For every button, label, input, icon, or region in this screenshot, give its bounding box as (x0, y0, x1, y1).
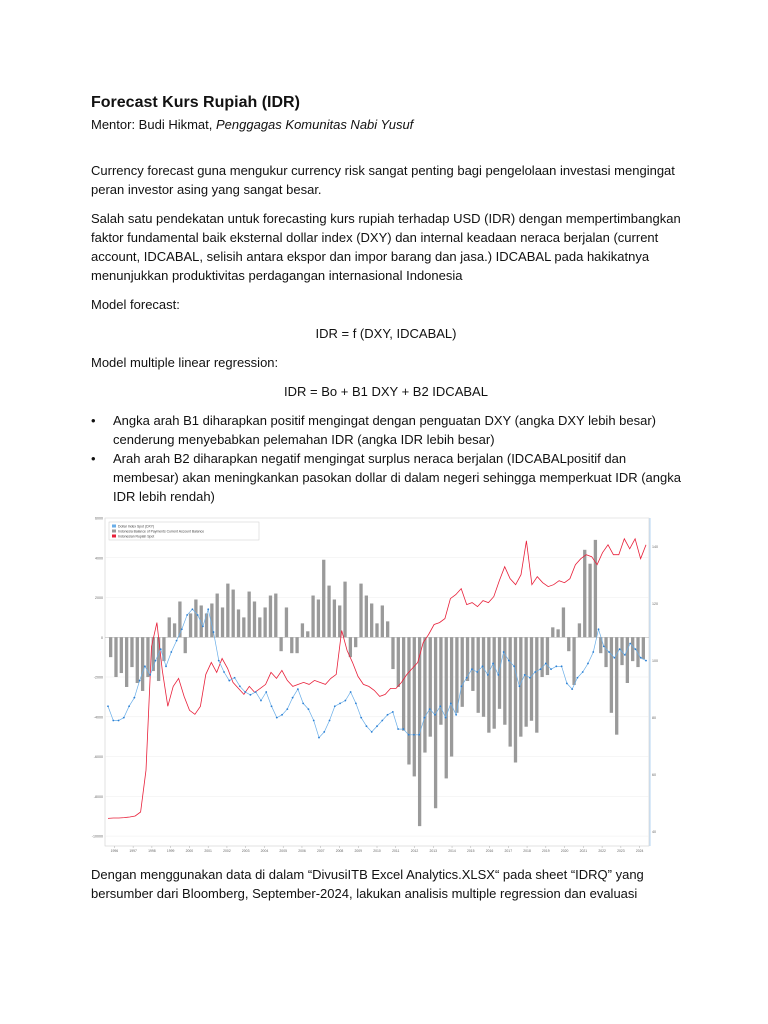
dxy-point (392, 711, 394, 713)
x-tick-label: 2019 (542, 849, 550, 853)
x-tick-label: 2008 (335, 849, 344, 853)
dxy-point (133, 697, 135, 699)
x-tick-label: 2001 (204, 849, 212, 853)
bar (269, 596, 272, 638)
dxy-point (413, 734, 415, 736)
right-tick-label: 100 (652, 659, 658, 664)
dxy-point (460, 685, 462, 687)
x-tick-label: 2002 (223, 849, 231, 853)
bar (237, 609, 240, 637)
bar (535, 637, 538, 732)
dxy-point (408, 734, 410, 736)
dxy-point (202, 625, 204, 627)
dxy-point (445, 717, 447, 719)
bar (253, 601, 256, 637)
bar (322, 560, 325, 638)
bar (642, 637, 645, 659)
dxy-point (497, 674, 499, 676)
paragraph-model-forecast: Model forecast: (91, 297, 180, 312)
right-tick-label: 60 (652, 773, 656, 778)
dxy-point (645, 660, 647, 662)
dxy-point (265, 691, 267, 693)
bar (194, 600, 197, 638)
bar (125, 637, 128, 687)
bar (562, 607, 565, 637)
bar (136, 637, 139, 683)
dxy-point (387, 714, 389, 716)
dxy-point (255, 691, 257, 693)
dxy-point (197, 614, 199, 616)
bar (626, 637, 629, 683)
bar (509, 637, 512, 746)
dxy-point (624, 654, 626, 656)
dxy-point (244, 691, 246, 693)
x-tick-label: 2020 (560, 849, 569, 853)
bar (226, 584, 229, 638)
bar (258, 617, 261, 637)
dxy-point (165, 665, 167, 667)
left-tick-label: -2000 (93, 675, 103, 680)
dxy-point (598, 628, 600, 630)
dxy-point (239, 685, 241, 687)
dxy-point (635, 648, 637, 650)
dxy-point (582, 671, 584, 673)
dxy-point (429, 708, 431, 710)
dxy-point (218, 660, 220, 662)
dxy-point (566, 683, 568, 685)
document-body (91, 94, 681, 506)
x-tick-label: 2015 (467, 849, 475, 853)
bar (503, 637, 506, 724)
bar (263, 607, 266, 637)
dxy-point (155, 660, 157, 662)
x-tick-label: 1998 (148, 849, 156, 853)
dxy-point (176, 640, 178, 642)
bar (551, 627, 554, 637)
dxy-point (545, 663, 547, 665)
dxy-point (513, 665, 515, 667)
bar (248, 592, 251, 638)
dxy-point (271, 705, 273, 707)
bar (477, 637, 480, 713)
dxy-point (629, 643, 631, 645)
mentor-name: Mentor: Budi Hikmat, (91, 117, 216, 132)
dxy-point (577, 677, 579, 679)
bar (583, 550, 586, 637)
bar (578, 623, 581, 637)
dxy-point (571, 688, 573, 690)
dxy-point (149, 674, 151, 676)
bar (295, 637, 298, 653)
x-tick-label: 2010 (373, 849, 381, 853)
dxy-point (508, 660, 510, 662)
left-tick-label: 0 (101, 635, 103, 640)
equation-forecast: IDR = f (DXY, IDCABAL) (315, 326, 457, 341)
bar (311, 596, 314, 638)
paragraph-approach: Salah satu pendekatan untuk forecasting kurs rupiah terhadap USD (IDR) dengan mempertimbangkan faktor fundamental baik eksternal dollar index (DXY) dan internal keadaan neraca berjalan (current account, IDCABAL, selisih antara ekspor dan impor barang dan jasa.) IDCABAL pada hakikatnya menunjukkan produktivitas perdagangan internasional Indonesia (91, 211, 681, 283)
bar (205, 613, 208, 637)
bar (120, 637, 123, 673)
bar (540, 637, 543, 677)
dxy-point (302, 702, 304, 704)
legend-swatch (112, 535, 116, 538)
bar (370, 603, 373, 637)
bar (189, 613, 192, 637)
dxy-point (540, 668, 542, 670)
x-tick-label: 2003 (241, 849, 250, 853)
bar (232, 590, 235, 638)
bar (487, 637, 490, 732)
bar (610, 637, 613, 713)
x-tick-label: 2011 (392, 849, 400, 853)
bar (407, 637, 410, 764)
x-tick-label: 2016 (485, 849, 494, 853)
dxy-point (381, 720, 383, 722)
dxy-point (397, 728, 399, 730)
dxy-point (450, 702, 452, 704)
bar (567, 637, 570, 651)
bar (285, 607, 288, 637)
dxy-point (360, 717, 362, 719)
dxy-point (608, 651, 610, 653)
dxy-point (323, 731, 325, 733)
dxy-point (592, 651, 594, 653)
bar (498, 637, 501, 709)
bar (604, 637, 607, 667)
left-tick-label: -8000 (93, 794, 103, 799)
paragraph-data-source: Dengan menggunakan data di dalam “DivusiITB Excel Analytics.XLSX“ pada sheet “IDRQ” yang bersumber dari Bloomberg, September-2024, lakukan analisis multiple regression dan evaluasi (91, 867, 644, 901)
mentor-role: Penggagas Komunitas Nabi Yusuf (216, 117, 414, 132)
dxy-point (534, 671, 536, 673)
x-tick-label: 2009 (354, 849, 363, 853)
x-tick-label: 2021 (579, 849, 588, 853)
bar (349, 637, 352, 657)
dxy-point (487, 674, 489, 676)
left-tick-label: -4000 (93, 715, 103, 720)
equation-regression: IDR = Bo + B1 DXY + B2 IDCABAL (284, 384, 488, 399)
x-tick-label: 2006 (298, 849, 306, 853)
paragraph-regression: Model multiple linear regression: (91, 355, 279, 370)
x-tick-label: 2013 (429, 849, 438, 853)
x-tick-label: 2000 (185, 849, 194, 853)
dxy-point (344, 700, 346, 702)
bar (327, 586, 330, 638)
dxy-point (524, 674, 526, 676)
bar (423, 637, 426, 752)
plot-area (105, 518, 649, 846)
dxy-point (519, 685, 521, 687)
bar (365, 596, 368, 638)
bar (279, 637, 282, 651)
left-tick-label: -10000 (91, 834, 103, 839)
dxy-point (186, 614, 188, 616)
x-tick-label: 2018 (523, 849, 531, 853)
legend-swatch (112, 530, 116, 533)
dxy-point (260, 700, 262, 702)
left-tick-label: 4000 (95, 556, 103, 561)
x-tick-label: 1996 (110, 849, 119, 853)
bar (620, 637, 623, 665)
bar (636, 637, 639, 667)
dxy-point (223, 671, 225, 673)
bullet-item-b1: • Angka arah B1 diharapkan positif mengingat dengan penguatan DXY (angka DXY lebih besar) cenderung menyebabkan pelemahan IDR (angka IDR lebih besar) (91, 411, 681, 449)
bar (631, 637, 634, 661)
dxy-point (123, 717, 125, 719)
dxy-point (503, 651, 505, 653)
x-tick-label: 2023 (617, 849, 625, 853)
dxy-point (170, 651, 172, 653)
dxy-point (292, 697, 294, 699)
bullet-list (91, 411, 681, 506)
bar (290, 637, 293, 653)
bar (168, 617, 171, 637)
x-tick-label: 2004 (260, 849, 269, 853)
bar (375, 623, 378, 637)
dxy-point (613, 657, 615, 659)
dxy-point (561, 665, 563, 667)
bar (184, 637, 187, 653)
bar (514, 637, 517, 762)
dxy-point (112, 720, 114, 722)
dxy-point (308, 708, 310, 710)
dxy-point (107, 705, 109, 707)
right-tick-label: 80 (652, 716, 656, 721)
dxy-point (318, 737, 320, 739)
dxy-point (160, 648, 162, 650)
x-tick-label: 2007 (316, 849, 325, 853)
bar (450, 637, 453, 756)
dxy-point (339, 702, 341, 704)
chart-svg (91, 512, 681, 860)
dxy-point (418, 734, 420, 736)
dxy-point (555, 665, 557, 667)
bar (109, 637, 112, 657)
legend-entry: Indonesia Balance of Payments Current Account Balance (118, 529, 205, 534)
dxy-point (424, 717, 426, 719)
dxy-point (276, 717, 278, 719)
dxy-point (482, 665, 484, 667)
right-tick-label: 40 (652, 830, 656, 835)
dxy-point (313, 720, 315, 722)
bar (301, 623, 304, 637)
dxy-point (603, 645, 605, 647)
bar (471, 637, 474, 691)
dxy-point (587, 663, 589, 665)
bar (381, 605, 384, 637)
dxy-point (350, 691, 352, 693)
dxy-point (402, 728, 404, 730)
dxy-point (550, 668, 552, 670)
dxy-point (334, 705, 336, 707)
bar (493, 637, 496, 728)
x-tick-label: 2014 (448, 849, 456, 853)
dxy-point (329, 720, 331, 722)
bar (439, 637, 442, 724)
mentor-line (91, 115, 681, 134)
dxy-point (181, 628, 183, 630)
dxy-point (619, 648, 621, 650)
bar (178, 601, 181, 637)
bar (546, 637, 549, 675)
bar (130, 637, 133, 667)
bar (391, 637, 394, 669)
x-tick-label: 1997 (129, 849, 137, 853)
bar (343, 582, 346, 638)
x-tick-label: 1999 (166, 849, 175, 853)
dxy-point (213, 631, 215, 633)
bar (588, 564, 591, 638)
dxy-point (439, 705, 441, 707)
dxy-point (455, 714, 457, 716)
dxy-point (355, 702, 357, 704)
dxy-point (434, 714, 436, 716)
dxy-point (371, 731, 373, 733)
dxy-point (234, 677, 236, 679)
legend-entry: Indonesian Rupiah Spot (118, 534, 155, 539)
bar (221, 607, 224, 637)
bar (216, 594, 219, 638)
dxy-point (250, 694, 252, 696)
dxy-point (471, 668, 473, 670)
bar (306, 631, 309, 637)
dxy-point (476, 671, 478, 673)
x-tick-label: 2005 (279, 849, 287, 853)
bar (386, 621, 389, 637)
dxy-point (366, 725, 368, 727)
bar (274, 594, 277, 638)
bar (333, 600, 336, 638)
dxy-point (466, 677, 468, 679)
legend-entry: Dollar Index Spot (DXY) (118, 524, 155, 529)
bar (402, 637, 405, 730)
bar (556, 629, 559, 637)
bar (317, 600, 320, 638)
dxy-point (228, 680, 230, 682)
left-tick-label: -6000 (93, 755, 103, 760)
bar (397, 637, 400, 687)
bar (242, 617, 245, 637)
dxy-point (144, 665, 146, 667)
left-tick-label: 6000 (95, 516, 103, 521)
document-title: Forecast Kurs Rupiah (IDR) (91, 94, 300, 111)
bar (530, 637, 533, 720)
bar (482, 637, 485, 717)
bar (461, 637, 464, 707)
x-tick-label: 2024 (635, 849, 644, 853)
bar (434, 637, 437, 808)
dxy-point (139, 680, 141, 682)
left-tick-label: 2000 (95, 596, 103, 601)
paragraph-intro: Currency forecast guna mengukur currency risk sangat penting bagi pengelolaan investasi mengingat peran investor asing yang sangat besar. (91, 163, 675, 197)
bar (359, 584, 362, 638)
right-tick-label: 140 (652, 545, 658, 550)
dxy-point (640, 657, 642, 659)
dxy-point (207, 608, 209, 610)
bar (162, 637, 165, 661)
bar (338, 605, 341, 637)
bar (429, 637, 432, 736)
x-tick-label: 2017 (504, 849, 513, 853)
bar (141, 637, 144, 691)
bullet-item-b2: • Arah arah B2 diharapkan negatif mengingat surplus neraca berjalan (IDCABALpositif dan membesar) akan meningkankan pasokan dollar di dalam negeri sehingga memperkuat IDR (angka IDR lebih rendah) (91, 449, 681, 506)
bar (418, 637, 421, 826)
bar (445, 637, 448, 778)
bar (200, 605, 203, 637)
right-tick-label: 120 (652, 602, 658, 607)
bar (413, 637, 416, 776)
bloomberg-chart (91, 512, 681, 860)
bar (157, 637, 160, 681)
bar (524, 637, 527, 726)
dxy-point (128, 705, 130, 707)
dxy-point (529, 677, 531, 679)
bar (173, 623, 176, 637)
bar (594, 540, 597, 637)
dxy-point (191, 608, 193, 610)
dxy-point (281, 714, 283, 716)
dxy-point (297, 688, 299, 690)
dxy-point (118, 720, 120, 722)
legend-swatch (112, 525, 116, 528)
x-tick-label: 2012 (410, 849, 419, 853)
bar (572, 637, 575, 685)
bar (354, 637, 357, 647)
dxy-point (376, 725, 378, 727)
bar (114, 637, 117, 677)
dxy-point (492, 663, 494, 665)
dxy-point (286, 708, 288, 710)
x-tick-label: 2022 (598, 849, 606, 853)
bar (455, 637, 458, 713)
